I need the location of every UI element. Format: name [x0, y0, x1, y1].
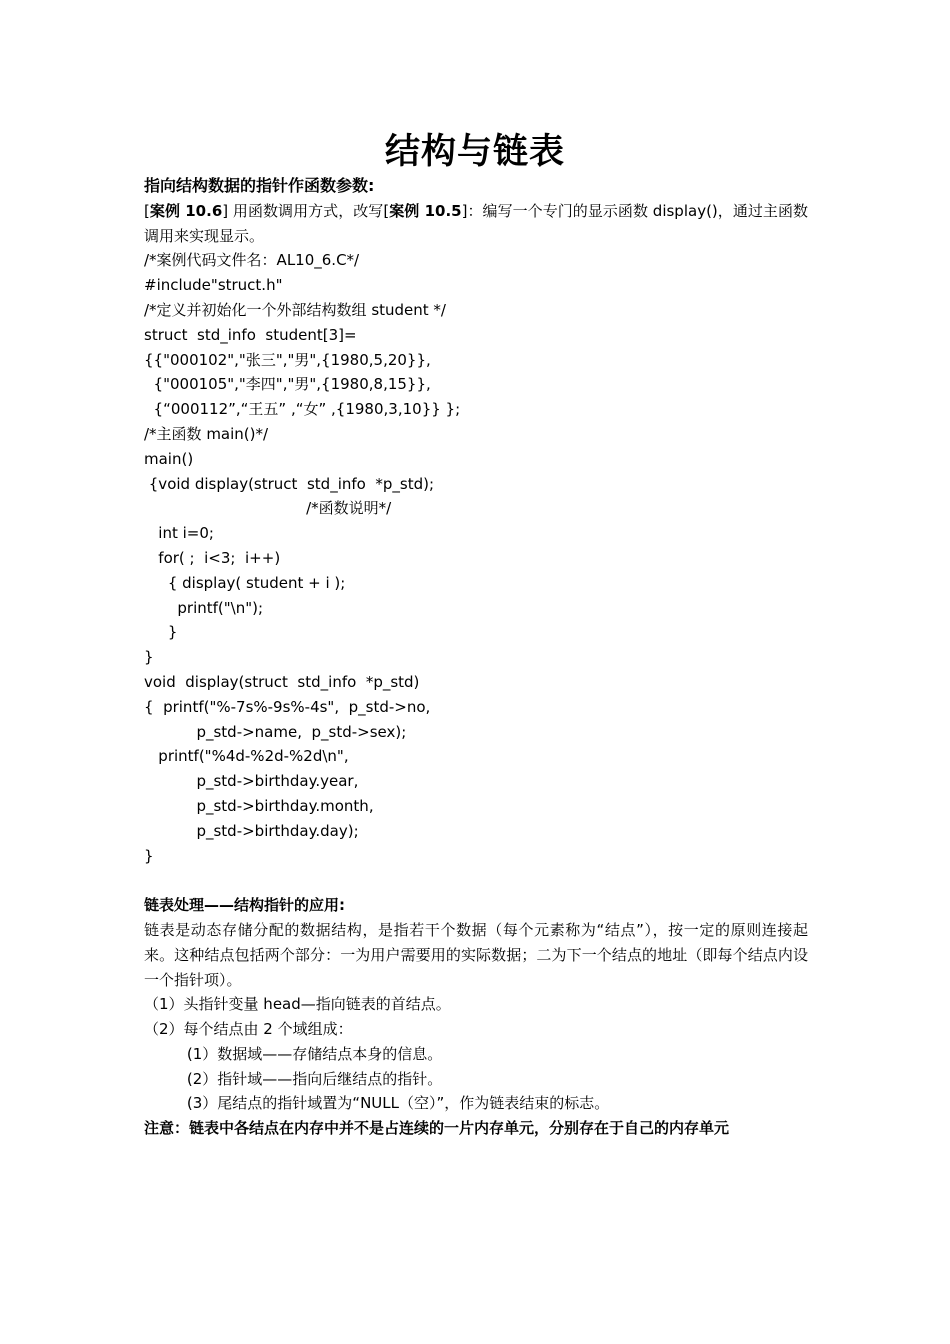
note-text: 注意：链表中各结点在内存中并不是占连续的一片内存单元，分别存在于自己的内存单元: [144, 1119, 730, 1138]
case-ref-10-5: 案例 10.5: [389, 201, 462, 220]
blank-line: [144, 868, 808, 893]
code-line: p_std->birthday.day);: [144, 821, 359, 840]
section-heading-linked-list: 链表处理——结构指针的应用:: [144, 896, 345, 915]
linked-list-intro: 链表是动态存储分配的数据结构，是指若干个数据（每个元素称为“结点”），按一定的原则连接起来。这种结点包括两个部分：一为用户需要用的实际数据；二为下一个结点的地址（即每个结点内设一个指针项）。: [144, 920, 808, 989]
code-line: void display(struct std_info *p_std): [144, 672, 420, 691]
case-intro-paragraph: [144, 199, 808, 249]
list-item: (2）指针域——指向后继结点的指针。: [144, 1069, 443, 1088]
code-line: p_std->name, p_std->sex);: [144, 722, 407, 741]
page-title: 结构与链表: [384, 132, 565, 172]
code-line: /*主函数 main()*/: [144, 424, 269, 443]
code-line: /*案例代码文件名：AL10_6.C*/: [144, 251, 360, 270]
code-line: { printf("%-7s%-9s%-4s", p_std->no,: [144, 697, 431, 716]
list-item: （1）头指针变量 head—指向链表的首结点。: [144, 995, 451, 1014]
code-line: main(): [144, 449, 194, 468]
code-line: }: [144, 846, 154, 865]
list-item: (1）数据域——存储结点本身的信息。: [144, 1044, 443, 1063]
list-item: （2）每个结点由 2 个域组成：: [144, 1020, 353, 1039]
code-line: }: [144, 623, 178, 642]
section-heading-pointer-params: 指向结构数据的指针作函数参数:: [144, 176, 375, 195]
list-item: (3）尾结点的指针域置为“NULL（空）”，作为链表结束的标志。: [144, 1094, 610, 1113]
code-line: /*函数说明*/: [144, 499, 392, 518]
document-body: [144, 174, 808, 1141]
case-intro-text: ] 用函数调用方式，改写[: [222, 201, 390, 220]
code-line: for( ; i<3; i++): [144, 548, 281, 567]
code-line: int i=0;: [144, 524, 214, 543]
code-line: printf("%4d-%2d-%2d\n",: [144, 747, 349, 766]
linked-list-items: [144, 992, 808, 1116]
code-line: {{"000102","张三","男",{1980,5,20}},: [144, 350, 431, 369]
code-line: printf("\n");: [144, 598, 264, 617]
code-line: p_std->birthday.month,: [144, 796, 374, 815]
code-line: /*定义并初始化一个外部结构数组 student */: [144, 300, 446, 319]
case-intro-text: ]：编写一个专门的显示函数 display()，通过主函数调用来实现显示。: [144, 201, 809, 245]
code-block: [144, 248, 808, 868]
code-line: }: [144, 648, 154, 667]
case-ref-10-6: 案例 10.6: [149, 201, 223, 220]
code-line: { display( student + i );: [144, 573, 346, 592]
code-line: {"000105","李四","男",{1980,8,15}},: [144, 375, 431, 394]
code-line: #include"struct.h": [144, 276, 283, 295]
code-line: {“000112”,“王五” ,“女” ,{1980,3,10}} };: [144, 400, 461, 419]
code-line: struct std_info student[3]=: [144, 325, 357, 344]
code-line: {void display(struct std_info *p_std);: [144, 474, 435, 493]
code-line: p_std->birthday.year,: [144, 772, 359, 791]
case-intro-text: [: [144, 201, 150, 220]
